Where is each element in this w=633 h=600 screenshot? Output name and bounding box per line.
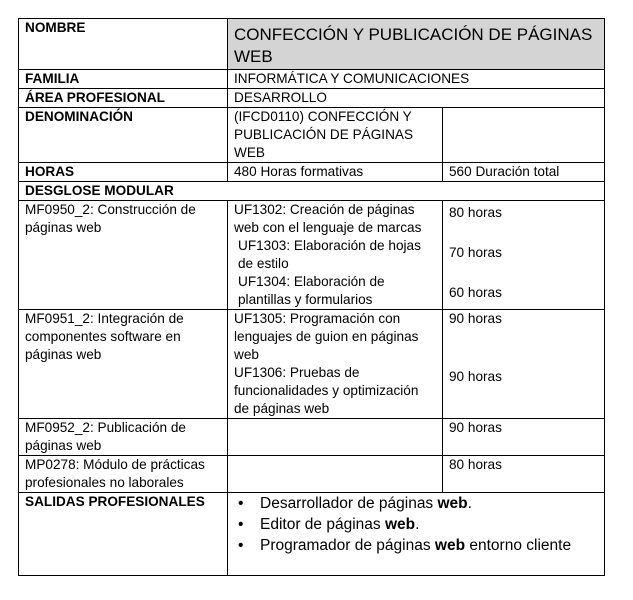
unit-list-empty [228,419,443,456]
row-desglose [19,182,605,201]
area-value: DESARROLLO [228,89,605,108]
module-name: MF0950_2: Construcción de páginas web [19,201,228,310]
denominacion-value: (IFCD0110) CONFECCIÓN Y PUBLICACIÓN DE PÁGINAS WEB [228,108,443,163]
row-horas [19,163,605,182]
salida-item: • Programador de páginas web entorno cliente [250,535,598,556]
salidas-label: SALIDAS PROFESIONALES [19,493,228,576]
nombre-label: NOMBRE [19,19,228,70]
unit-list [228,310,443,419]
row-familia [19,70,605,89]
unit-list-empty [228,456,443,493]
unit-hours: 90 horas [449,311,502,326]
module-hours: 90 horas [443,419,605,456]
unit-hours: 70 horas [449,245,502,260]
horas-label: HORAS [19,163,228,182]
unit-hours: 80 horas [449,205,502,220]
unit-hours: 90 horas [449,369,502,384]
row-salidas [19,493,605,576]
course-info-table [18,18,605,576]
horas-total: 560 Duración total [443,163,605,182]
familia-label: FAMILIA [19,70,228,89]
unit-name: UF1303: Elaboración de hojas de estilo [238,238,421,271]
unit-name: UF1305: Programación con lenguajes de guion en páginas web [234,311,419,362]
module-name: MF0951_2: Integración de componentes software en páginas web [19,310,228,419]
unit-name: UF1304: Elaboración de plantillas y formularios [238,274,385,307]
denominacion-label: DENOMINACIÓN [19,108,228,163]
unit-hours-list [443,310,605,419]
nombre-value: CONFECCIÓN Y PUBLICACIÓN DE PÁGINAS WEB [228,19,605,70]
unit-name: UF1302: Creación de páginas web con el lenguaje de marcas [234,202,422,235]
unit-name: UF1306: Pruebas de funcionalidades y optimización de páginas web [234,365,419,416]
module-row [19,419,605,456]
module-row [19,310,605,419]
row-area [19,89,605,108]
salidas-list-cell [228,493,605,576]
salidas-list [234,493,598,556]
module-name: MF0952_2: Publicación de páginas web [19,419,228,456]
desglose-label: DESGLOSE MODULAR [19,182,605,201]
unit-hours: 60 horas [449,285,502,300]
module-row [19,201,605,310]
denominacion-empty [443,108,605,163]
row-nombre [19,19,605,70]
salida-item: • Editor de páginas web. [250,514,598,535]
row-denominacion [19,108,605,163]
module-hours: 80 horas [443,456,605,493]
salida-item: • Desarrollador de páginas web. [250,493,598,514]
module-row [19,456,605,493]
area-label: ÁREA PROFESIONAL [19,89,228,108]
horas-formativas: 480 Horas formativas [228,163,443,182]
unit-list [228,201,443,310]
module-name: MP0278: Módulo de prácticas profesionales no laborales [19,456,228,493]
unit-hours-list [443,201,605,310]
familia-value: INFORMÁTICA Y COMUNICACIONES [228,70,605,89]
